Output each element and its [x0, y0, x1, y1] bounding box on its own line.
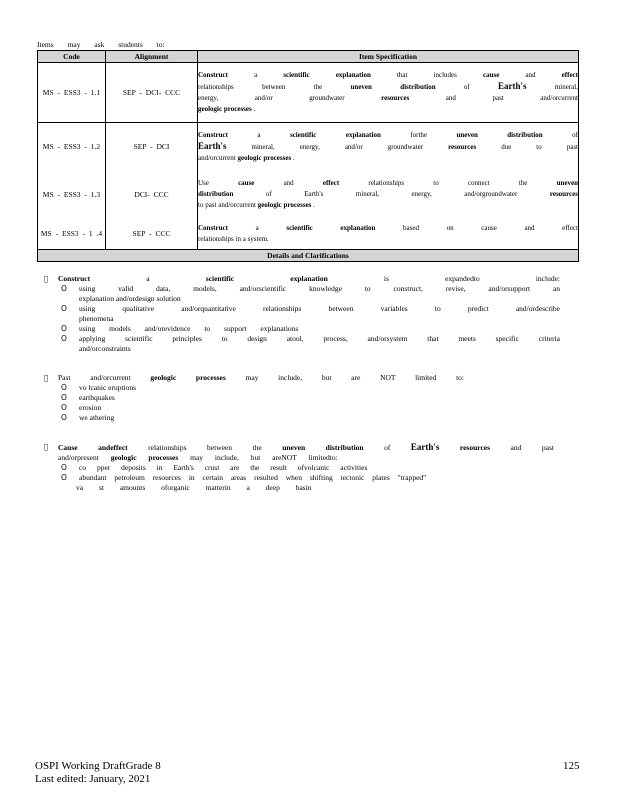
row-spec — [198, 171, 579, 219]
sub-bullet-icon: O — [61, 284, 67, 293]
row-code: MS - ESS3 - 1.1 — [38, 63, 106, 123]
spec-line: Construct a scientific explanation forthe uneven distribution of — [198, 130, 578, 139]
sub-item: O co pper deposits in Earth's crust are the result ofvolcanic activities — [61, 463, 368, 472]
spec-line: Construct a scientific explanation based on cause and effect — [198, 223, 578, 232]
sub-item: O abundant petroleum resources in certain areas resulted when shifting tectonic plates "trapped" — [61, 473, 427, 482]
row-code: MS - ESS3 - 1 .4 — [38, 219, 106, 250]
bullet-icon — [44, 373, 48, 383]
footer-line-1: OSPI Working DraftGrade 8 — [35, 760, 161, 772]
header-alignment: Alignment — [106, 51, 198, 63]
sub-bullet-icon: O — [61, 383, 67, 392]
sub-item-tail: va st amounts oforganic matterin a deep basin — [76, 483, 312, 492]
row-spec — [198, 219, 579, 250]
footer — [35, 760, 161, 786]
header-code: Code — [38, 51, 106, 63]
spec-line: to past and/orcurrent geologic processes . — [198, 201, 315, 209]
bullet-lead: Construct a scientific explanation is expandedto include: — [44, 274, 560, 284]
page-number: 125 — [563, 760, 580, 772]
row-alignment: SEP - CCC — [106, 219, 198, 250]
spec-line: Construct a scientific explanation that includes cause and effect — [198, 71, 578, 79]
spec-line: relationships in a system. — [198, 234, 269, 243]
row-spec — [198, 63, 579, 123]
spec-line: and/orcurrent geologic processes . — [198, 153, 295, 162]
spec-line: energy, and/or groundwater resources and past and/orcurrent — [198, 94, 578, 102]
bullet-geologic — [44, 373, 464, 423]
sub-bullet-icon: O — [61, 393, 67, 402]
bullet-lead: Cause andeffect relationships between the uneven distribution of Earth's resources and past — [44, 442, 554, 453]
bullet-lead-cont: and/orpresent geologic processes may include, but areNOT limitedto: — [58, 453, 338, 462]
row-code: MS - ESS3 - 1.2 — [38, 123, 106, 171]
sub-bullet-icon: O — [61, 334, 67, 343]
details-header: Details and Clarifications — [38, 250, 579, 262]
spec-line: Earth's mineral, energy, and/or groundwater resources due to past — [198, 140, 579, 151]
bullet-icon — [44, 442, 48, 452]
bullet-construct — [44, 274, 560, 354]
row-alignment: DCI- CCC — [106, 171, 198, 219]
spec-line: Use cause and effect relationships to connect the uneven — [198, 179, 578, 187]
sub-item: O earthquakes — [61, 393, 115, 402]
intro-text: Items may ask students to: — [37, 40, 165, 49]
details-section — [37, 262, 578, 493]
sub-bullet-icon: O — [61, 473, 67, 482]
bullet-cause-effect — [44, 442, 554, 493]
sub-item: O applying scientific principles to design atool, process, and/orsystem that meets specific criteria and/orconstraints — [61, 334, 560, 353]
sub-item: O erosion — [61, 403, 102, 412]
bullet-lead: Past and/orcurrent geologic processes may include, but are NOT limited to: — [44, 373, 464, 383]
sub-item: O vo lcanic eruptions — [61, 383, 137, 392]
sub-item: O using models and/orevidence to support explanations — [61, 324, 299, 333]
sub-bullet-icon: O — [61, 304, 67, 313]
bullet-icon — [44, 274, 48, 284]
sub-bullet-icon: O — [61, 324, 67, 333]
sub-item: O we athering — [61, 413, 115, 422]
sub-item: O using qualitative and/orquantitative relationships between variables to predict and/ordescribe phenomena — [61, 304, 560, 323]
spec-line: geologic processes . — [198, 105, 256, 113]
sub-bullet-icon: O — [61, 413, 67, 422]
sub-bullet-icon: O — [61, 463, 67, 472]
header-item-spec: Item Specification — [198, 51, 579, 63]
row-alignment: SEP - DCI — [106, 123, 198, 171]
sub-bullet-icon: O — [61, 403, 67, 412]
row-spec — [198, 123, 579, 171]
row-alignment: SEP - DCI- CCC — [106, 63, 198, 123]
spec-line: relationships between the uneven distribution of Earth's mineral, — [198, 81, 578, 91]
row-code: MS - ESS3 - 1.3 — [38, 171, 106, 219]
sub-item: O using valid data, models, and/orscientific knowledge to construct, revise, and/orsupport an explanation and/ordesign solution — [61, 284, 560, 303]
item-spec-table — [37, 50, 579, 262]
spec-line: distribution of Earth's mineral, energy, and/orgroundwater resources — [198, 190, 578, 198]
footer-line-2: Last edited: January, 2021 — [35, 773, 151, 785]
